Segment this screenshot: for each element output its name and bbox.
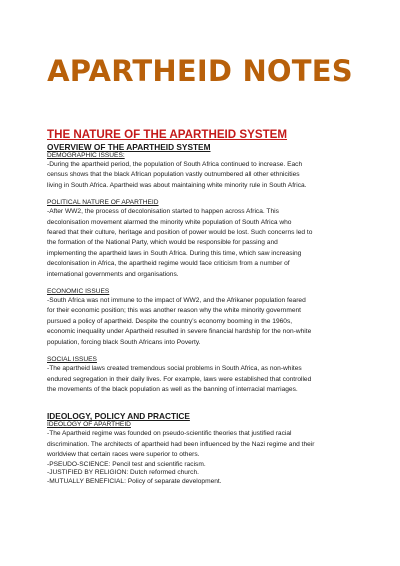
para-line: the movements of the black population as well as the banning of interracial marriages. bbox=[47, 385, 298, 393]
label-social: SOCIAL ISSUES bbox=[47, 356, 97, 364]
label-demographic: DEMOGRAPHIC ISSUES: bbox=[47, 152, 125, 159]
list-item: -JUSTIFIED BY RELIGION: Dutch reformed church. bbox=[47, 469, 199, 477]
para-line: census shows that the black African population vastly outnumbered all other ethnicities bbox=[47, 171, 300, 179]
para-line: -The Apartheid regime was founded on pseudo-scientific theories that justified racial bbox=[47, 430, 292, 438]
para-line: -During the apartheid period, the population of South Africa continued to increase. Each bbox=[47, 161, 303, 168]
block-social bbox=[47, 356, 350, 395]
section-heading-ideology: IDEOLOGY, POLICY AND PRACTICE bbox=[47, 411, 190, 422]
list-item: -PSEUDO-SCIENCE: Pencil test and scientific racism. bbox=[47, 460, 206, 468]
para-line: pursued a policy of apartheid. Despite the country’s economy booming in the 1960s, bbox=[47, 317, 293, 325]
para-line: international governments and organisations. bbox=[47, 270, 179, 278]
para-line: worldview that certain races were superior to others. bbox=[47, 451, 200, 459]
para-line: endured segregation in their daily lives. For example, laws were established that controlled bbox=[47, 375, 312, 383]
document-content bbox=[47, 128, 350, 486]
para-line: -South Africa was not immune to the impact of WW2, and the Afrikaner population feared bbox=[47, 297, 306, 305]
para-line: -After WW2, the process of decolonisation started to happen across Africa. This bbox=[47, 208, 279, 216]
para-line: for their economic position; this was another reason why the white minority government bbox=[47, 307, 301, 315]
para-line: the formation of the National Party, which would be responsible for passing and bbox=[47, 239, 278, 247]
para-line: population, forcing black South Africans into Poverty. bbox=[47, 338, 201, 346]
label-political: POLITICAL NATURE OF APARTHEID bbox=[47, 199, 159, 207]
para-line: implementing the apartheid laws in South Africa. During this time, which saw increasing bbox=[47, 249, 302, 257]
block-economic bbox=[47, 288, 350, 348]
para-line: feared that their culture, heritage and position of power would be lost. Such concerns led to bbox=[47, 229, 313, 237]
label-economic: ECONOMIC ISSUES bbox=[47, 288, 110, 296]
block-political bbox=[47, 199, 350, 280]
para-line: decolonisation movement alarmed the minority white population of South Africa who bbox=[47, 218, 292, 226]
para-line: living in South Africa. Apartheid was about maintaining white minority rule in South Africa. bbox=[47, 181, 307, 189]
paragraph-demographic bbox=[47, 160, 350, 191]
paragraph-social bbox=[47, 364, 350, 395]
paragraph-economic bbox=[47, 296, 350, 348]
paragraph-political bbox=[47, 207, 350, 280]
ideology-list bbox=[47, 461, 350, 487]
section-heading-nature: THE NATURE OF THE APARTHEID SYSTEM bbox=[47, 128, 288, 141]
para-line: decolonisation in Africa, the apartheid regime would face criticism from a number of bbox=[47, 260, 290, 268]
paragraph-ideology bbox=[47, 429, 350, 460]
subheading-overview: OVERVIEW OF THE APARTHEID SYSTEM bbox=[47, 142, 211, 152]
para-line: economic inequality under Apartheid resulted in severe financial hardship for the non-white bbox=[47, 328, 312, 336]
document-title: APARTHEID NOTES bbox=[47, 54, 353, 88]
block-demographic bbox=[47, 152, 350, 191]
label-ideology: IDEOLOGY OF APARTHEID bbox=[47, 421, 131, 429]
para-line: -The apartheid laws created tremendous social problems in South Africa, as non-whites bbox=[47, 365, 302, 373]
para-line: discrimination. The architects of apartheid had been influenced by the Nazi regime and their bbox=[47, 440, 315, 448]
list-item: -MUTUALLY BENEFICIAL: Policy of separate development. bbox=[47, 477, 222, 485]
